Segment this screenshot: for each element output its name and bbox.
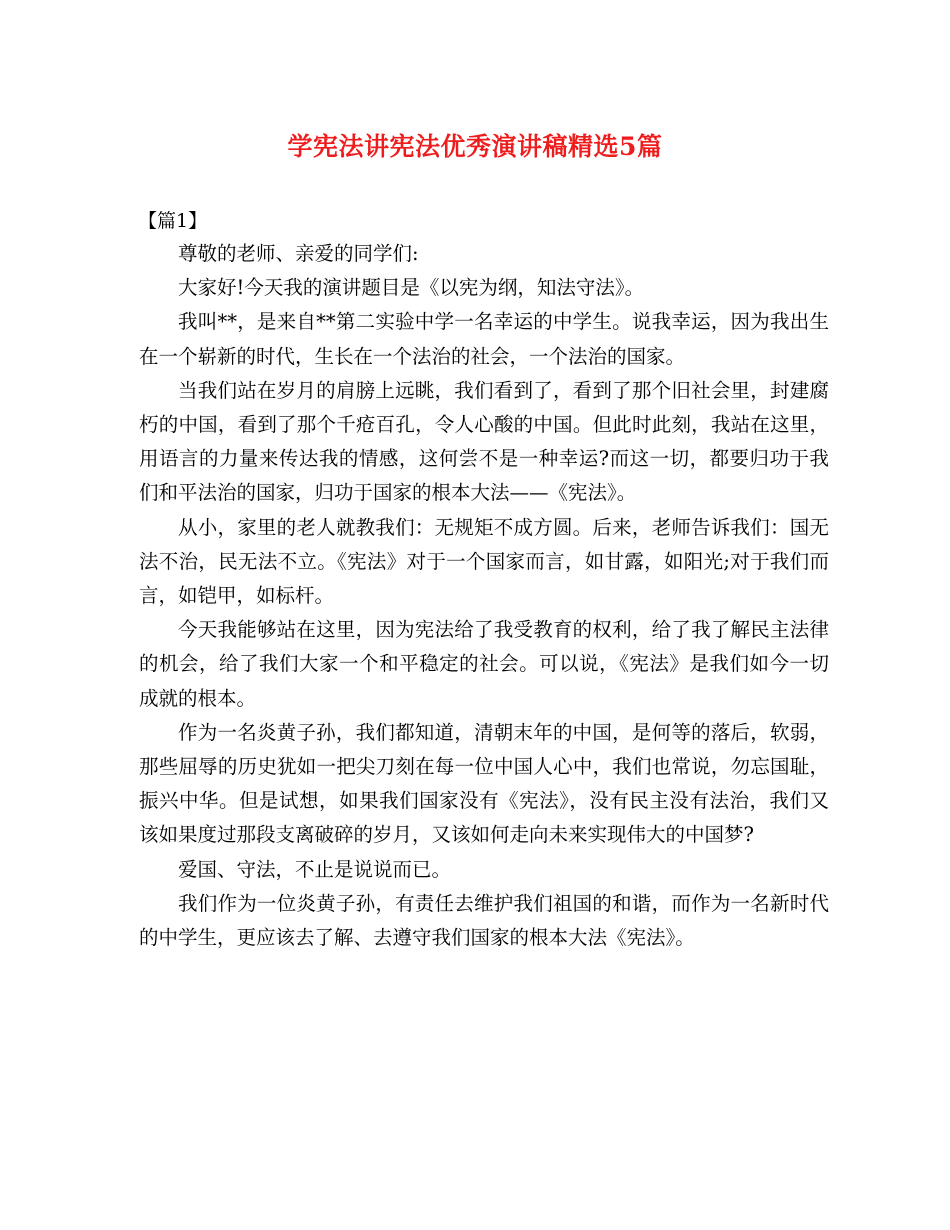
paragraph: 尊敬的老师、亲爱的同学们: — [178, 242, 419, 265]
paragraph: 我叫**，是来自**第二实验中学一名幸运的中学生。说我幸运，因为我出生在一个崭新的时代，生长在一个法治的社会，一个法治的国家。 — [139, 310, 829, 368]
document-title: 学宪法讲宪法优秀演讲稿精选5篇 — [287, 132, 663, 161]
section-label: 【篇1】 — [138, 210, 208, 232]
paragraph: 我们作为一位炎黄子孙，有责任去维护我们祖国的和谐，而作为一名新时代的中学生，更应该去了解、去遵守我们国家的根本大法《宪法》。 — [139, 891, 829, 950]
paragraph: 当我们站在岁月的肩膀上远眺，我们看到了，看到了那个旧社会里，封建腐朽的中国，看到了那个千疮百孔，令人心酸的中国。但此时此刻，我站在这里，用语言的力量来传达我的情感，这何尝不是一种幸运?而这一切，都要归功于我们和平法治的国家，归功于国家的根本大法——《宪法》。 — [139, 378, 829, 505]
paragraph: 从小，家里的老人就教我们：无规矩不成方圆。后来，老师告诉我们：国无法不治，民无法不立。《宪法》对于一个国家而言，如甘露，如阳光;对于我们而言，如铠甲，如标杆。 — [139, 515, 829, 608]
paragraph: 作为一名炎黄子孙，我们都知道，清朝末年的中国，是何等的落后，软弱，那些屈辱的历史犹如一把尖刀刻在每一位中国人心中，我们也常说，勿忘国耻，振兴中华。但是试想，如果我们国家没有《宪法》，没有民主没有法治，我们又该如果度过那段支离破碎的岁月，又该如何走向未来实现伟大的中国梦? — [139, 720, 829, 847]
paragraph: 大家好!今天我的演讲题目是《以宪为纲，知法守法》。 — [178, 276, 645, 300]
paragraph: 爱国、守法，不止是说说而已。 — [178, 857, 452, 881]
document-body — [139, 237, 829, 955]
paragraph: 今天我能够站在这里，因为宪法给了我受教育的权利，给了我了解民主法律的机会，给了我们大家一个和平稳定的社会。可以说，《宪法》是我们如今一切成就的根本。 — [139, 618, 829, 710]
